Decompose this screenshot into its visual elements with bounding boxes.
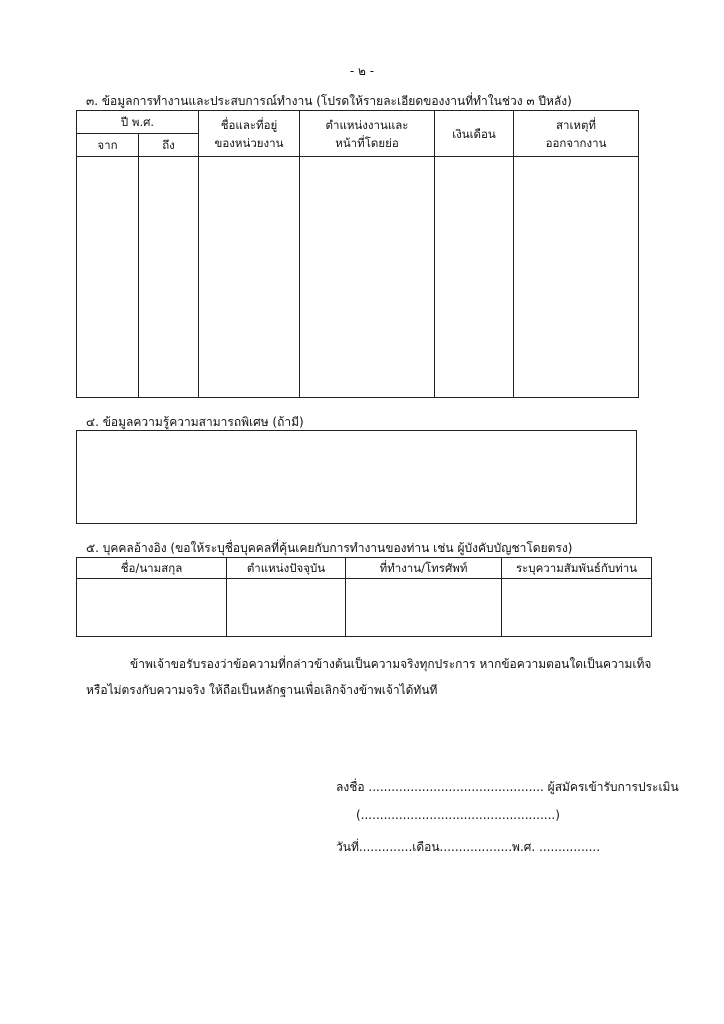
- section3-heading: ๓. ข้อมูลการทำงานและประสบการณ์ทำงาน (โปรดให้รายละเอียดของงานที่ทำในช่วง ๓ ปีหลัง): [86, 94, 572, 108]
- section5-heading: ๕. บุคคลอ้างอิง (ขอให้ระบุชื่อบุคคลที่คุ้นเคยกับการทำงานของท่าน เช่น ผู้บังคับบัญชาโดยตรง): [86, 541, 573, 555]
- header-year: ปี พ.ศ.: [77, 111, 199, 134]
- cell-ref-relationship-input[interactable]: [502, 579, 652, 637]
- header-ref-position: ตำแหน่งปัจจุบัน: [227, 558, 346, 579]
- header-ref-workplace: ที่ทำงาน/โทรศัพท์: [346, 558, 502, 579]
- page-number: - ๒ -: [349, 64, 375, 78]
- cell-ref-position-input[interactable]: [227, 579, 346, 637]
- header-salary: เงินเดือน: [435, 111, 514, 157]
- table-header-row: [77, 111, 639, 134]
- cell-ref-name-input[interactable]: [77, 579, 227, 637]
- header-organization: ชื่อและที่อยู่ ของหน่วยงาน: [199, 111, 300, 157]
- certification-line-2: หรือไม่ตรงกับความจริง ให้ถือเป็นหลักฐานเพื่อเลิกจ้างข้าพเจ้าได้ทันที: [86, 683, 438, 697]
- cell-salary-input[interactable]: [435, 157, 514, 398]
- references-table: [76, 557, 652, 637]
- header-to: ถึง: [139, 134, 199, 157]
- signature-date-line[interactable]: วันที่..............เดือน...................พ.ศ. ................: [336, 840, 601, 854]
- header-reason: สาเหตุที่ ออกจากงาน: [514, 111, 639, 157]
- section4-heading: ๔. ข้อมูลความรู้ความสามารถพิเศษ (ถ้ามี): [86, 415, 304, 429]
- references-body-row: [77, 579, 652, 637]
- header-ref-relationship: ระบุความสัมพันธ์กับท่าน: [502, 558, 652, 579]
- cell-position-input[interactable]: [300, 157, 435, 398]
- signature-name-line[interactable]: (...................................................): [356, 808, 560, 822]
- cell-ref-workplace-input[interactable]: [346, 579, 502, 637]
- certification-line-1: ข้าพเจ้าขอรับรองว่าข้อความที่กล่าวข้างต้นเป็นความจริงทุกประการ หากข้อความตอนใดเป็นความเท็จ: [130, 657, 652, 671]
- work-experience-table: [76, 110, 639, 398]
- cell-to-input[interactable]: [139, 157, 199, 398]
- cell-reason-input[interactable]: [514, 157, 639, 398]
- header-position: ตำแหน่งงานและ หน้าที่โดยย่อ: [300, 111, 435, 157]
- table-body-row: [77, 157, 639, 398]
- cell-organization-input[interactable]: [199, 157, 300, 398]
- signature-line[interactable]: ลงชื่อ .............................................. ผู้สมัครเข้ารับการประเมิน: [336, 780, 679, 794]
- header-ref-name: ชื่อ/นามสกุล: [77, 558, 227, 579]
- cell-from-input[interactable]: [77, 157, 139, 398]
- header-from: จาก: [77, 134, 139, 157]
- references-header-row: [77, 558, 652, 579]
- special-skills-box[interactable]: [76, 430, 637, 524]
